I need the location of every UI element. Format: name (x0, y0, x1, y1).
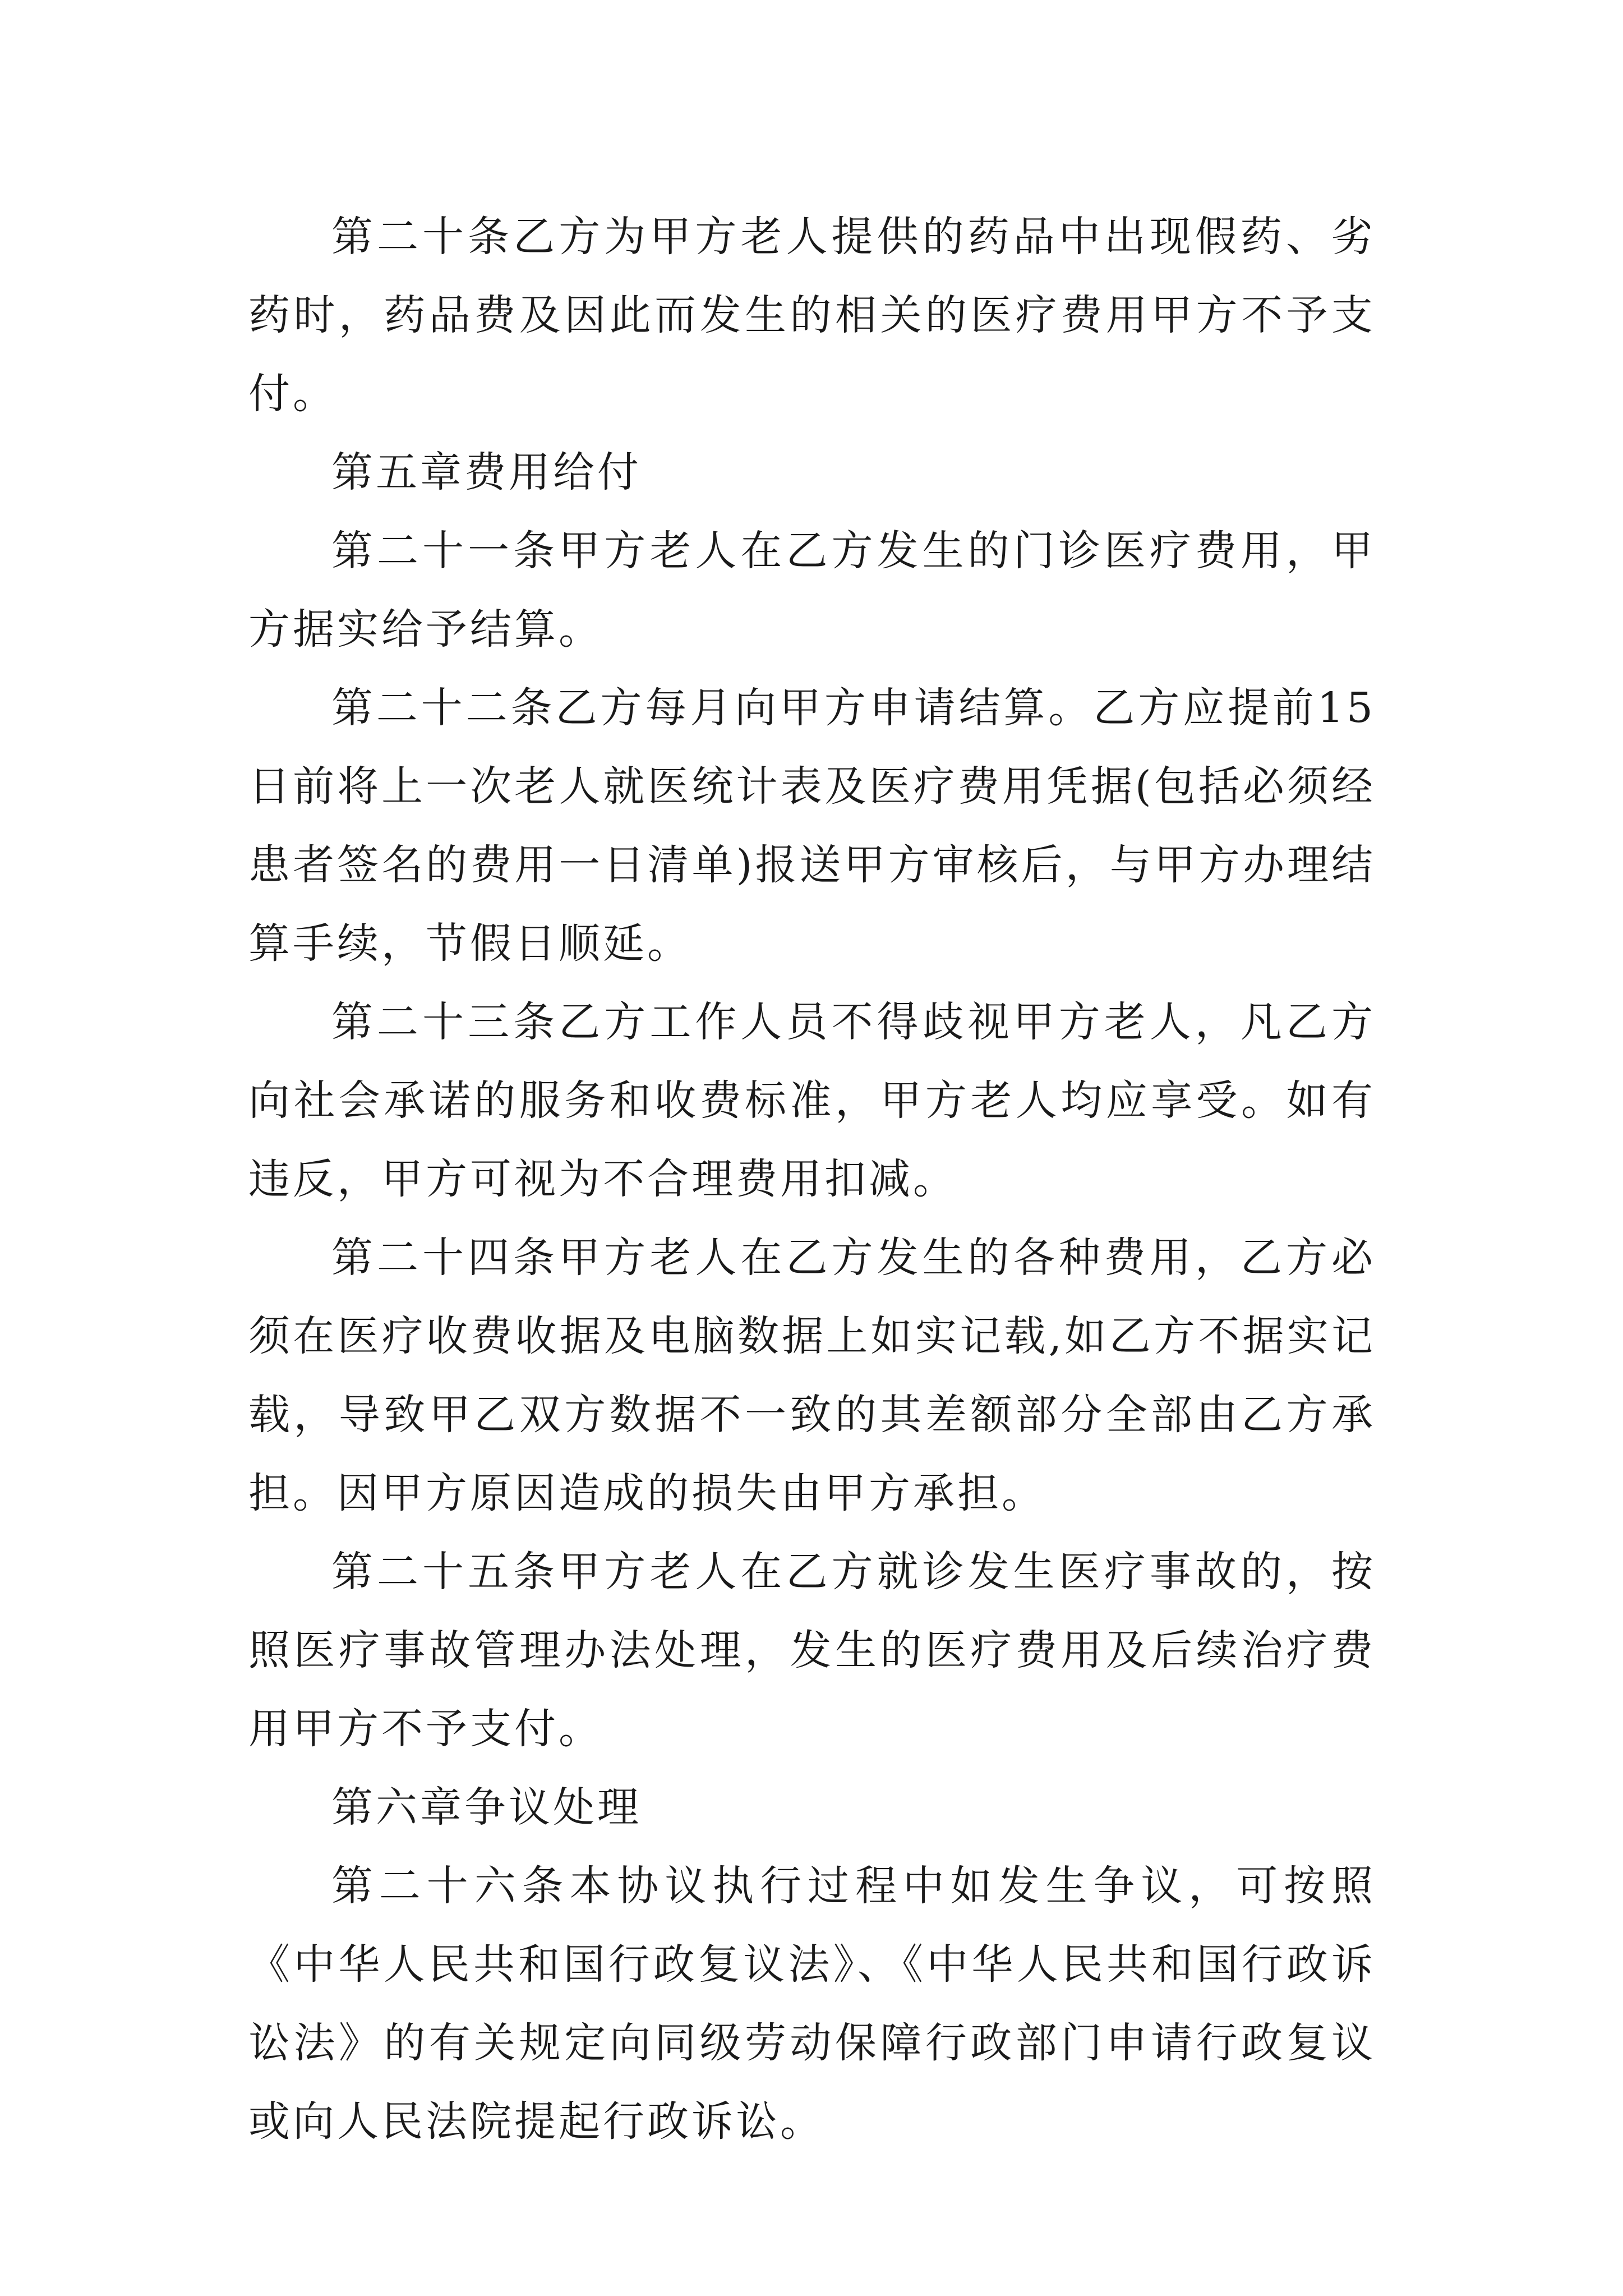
chapter-6-heading: 第六章争议处理 (331, 1783, 642, 1832)
document-body (248, 197, 1376, 2161)
article-24-paragraph: 第二十四条甲方老人在乙方发生的各种费用，乙方必须在医疗收费收据及电脑数据上如实记载,如乙方不据实记载，导致甲乙双方数据不一致的其差额部分全部由乙方承担。因甲方原因造成的损失由甲方承担。 (248, 1234, 1376, 1517)
article-25-paragraph: 第二十五条甲方老人在乙方就诊发生医疗事故的，按照医疗事故管理办法处理，发生的医疗费用及后续治疗费用甲方不予支付。 (248, 1548, 1376, 1753)
article-22-paragraph: 第二十二条乙方每月向甲方申请结算。乙方应提前15日前将上一次老人就医统计表及医疗费用凭据(包括必须经患者签名的费用一日清单)报送甲方审核后，与甲方办理结算手续，节假日顺延。 (248, 684, 1376, 968)
chapter-5-heading: 第五章费用给付 (331, 448, 642, 496)
article-23-paragraph: 第二十三条乙方工作人员不得歧视甲方老人，凡乙方向社会承诺的服务和收费标准，甲方老人均应享受。如有违反，甲方可视为不合理费用扣减。 (248, 998, 1376, 1203)
article-20-paragraph: 第二十条乙方为甲方老人提供的药品中出现假药、劣药时，药品费及因此而发生的相关的医疗费用甲方不予支付。 (248, 213, 1376, 418)
article-26-paragraph: 第二十六条本协议执行过程中如发生争议，可按照《中华人民共和国行政复议法》、《中华人民共和国行政诉讼法》的有关规定向同级劳动保障行政部门申请行政复议或向人民法院提起行政诉讼。 (248, 1862, 1376, 2146)
article-21-paragraph: 第二十一条甲方老人在乙方发生的门诊医疗费用，甲方据实给予结算。 (248, 527, 1376, 654)
